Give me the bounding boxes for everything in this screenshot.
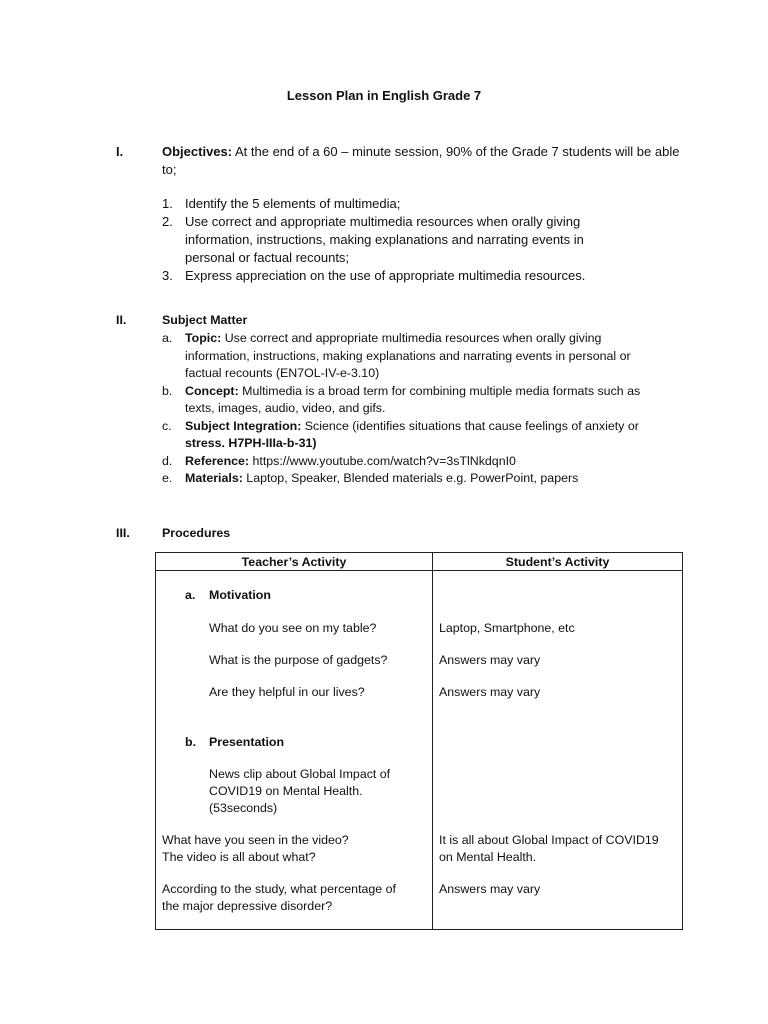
student-answer: Answers may vary	[439, 882, 541, 896]
topic-text-cont: information, instructions, making explanations and narrating events in personal or	[185, 349, 631, 363]
teacher-question: the major depressive disorder?	[162, 899, 333, 913]
subject-item-materials	[185, 471, 578, 485]
objective-item: Use correct and appropriate multimedia resources when orally giving	[185, 214, 581, 229]
topic-label: Topic:	[185, 331, 222, 345]
student-activity-cell	[433, 571, 683, 930]
student-answer: It is all about Global Impact of COVID19	[439, 833, 659, 847]
objective-number: 3.	[162, 268, 173, 283]
materials-text: Laptop, Speaker, Blended materials e.g. PowerPoint, papers	[242, 471, 579, 485]
news-clip-duration: (53seconds)	[209, 801, 278, 815]
table-row	[156, 571, 683, 930]
integration-label: Subject Integration:	[185, 419, 302, 433]
concept-text: Multimedia is a broad term for combining multiple media formats such as	[238, 384, 641, 398]
objective-item: Identify the 5 elements of multimedia;	[185, 196, 401, 211]
student-answer: Laptop, Smartphone, etc	[439, 621, 575, 635]
news-clip-text: News clip about Global Impact of	[209, 767, 391, 781]
motivation-letter: a.	[185, 588, 196, 602]
concept-text-cont: texts, images, audio, video, and gifs.	[185, 401, 386, 415]
topic-text: Use correct and appropriate multimedia resources when orally giving	[221, 331, 602, 345]
subject-item-letter: b.	[162, 384, 173, 398]
section-numeral-subject-matter: II.	[116, 313, 127, 327]
teacher-question: The video is all about what?	[162, 850, 316, 864]
subject-item-concept	[185, 384, 640, 398]
col-header-student: Student’s Activity	[433, 553, 683, 571]
presentation-letter: b.	[185, 735, 197, 749]
student-answer: Answers may vary	[439, 653, 541, 667]
procedures-heading: Procedures	[162, 526, 231, 540]
subject-item-letter: e.	[162, 471, 173, 485]
objectives-intro	[162, 144, 679, 159]
teacher-question: What do you see on my table?	[209, 621, 377, 635]
teacher-question: What have you seen in the video?	[162, 833, 349, 847]
subject-matter-heading: Subject Matter	[162, 313, 248, 327]
student-answer: on Mental Health.	[439, 850, 537, 864]
objectives-text-cont: to;	[162, 162, 177, 177]
presentation-heading: Presentation	[209, 735, 285, 749]
reference-label: Reference:	[185, 454, 250, 468]
teacher-question: According to the study, what percentage of	[162, 882, 396, 896]
objective-number: 2.	[162, 214, 173, 229]
integration-text-cont: stress. H7PH-IIIa-b-31)	[185, 436, 317, 450]
table-header-row	[156, 553, 683, 571]
section-numeral-objectives: I.	[116, 144, 124, 159]
objectives-text: At the end of a 60 – minute session, 90% of the Grade 7 students will be able	[232, 144, 680, 159]
topic-text-cont: factual recounts (EN7OL-IV-e-3.10)	[185, 366, 380, 380]
concept-label: Concept:	[185, 384, 239, 398]
subject-item-topic	[185, 331, 601, 345]
subject-item-integration	[185, 419, 639, 433]
subject-item-letter: d.	[162, 454, 173, 468]
materials-label: Materials:	[185, 471, 243, 485]
procedures-table	[155, 552, 683, 930]
subject-item-letter: a.	[162, 331, 173, 345]
teacher-question: What is the purpose of gadgets?	[209, 653, 388, 667]
objective-item-cont: personal or factual recounts;	[185, 250, 350, 265]
teacher-activity-cell	[156, 571, 433, 930]
objective-number: 1.	[162, 196, 173, 211]
integration-text: Science (identifies situations that cause feelings of anxiety or	[301, 419, 639, 433]
teacher-question: Are they helpful in our lives?	[209, 685, 365, 699]
news-clip-text: COVID19 on Mental Health.	[209, 784, 363, 798]
page-title: Lesson Plan in English Grade 7	[286, 88, 482, 103]
col-header-teacher: Teacher’s Activity	[156, 553, 433, 571]
objectives-label: Objectives:	[162, 144, 233, 159]
teacher-activity-content	[156, 571, 432, 929]
student-answer: Answers may vary	[439, 685, 541, 699]
reference-link[interactable]: https://www.youtube.com/watch?v=3sTlNkdqnI0	[249, 454, 516, 468]
subject-item-reference	[185, 454, 516, 468]
motivation-heading: Motivation	[209, 588, 271, 602]
objective-item-cont: information, instructions, making explanations and narrating events in	[185, 232, 584, 247]
subject-item-letter: c.	[162, 419, 172, 433]
section-numeral-procedures: III.	[116, 526, 130, 540]
student-activity-content	[433, 571, 682, 929]
objective-item: Express appreciation on the use of appropriate multimedia resources.	[185, 268, 586, 283]
